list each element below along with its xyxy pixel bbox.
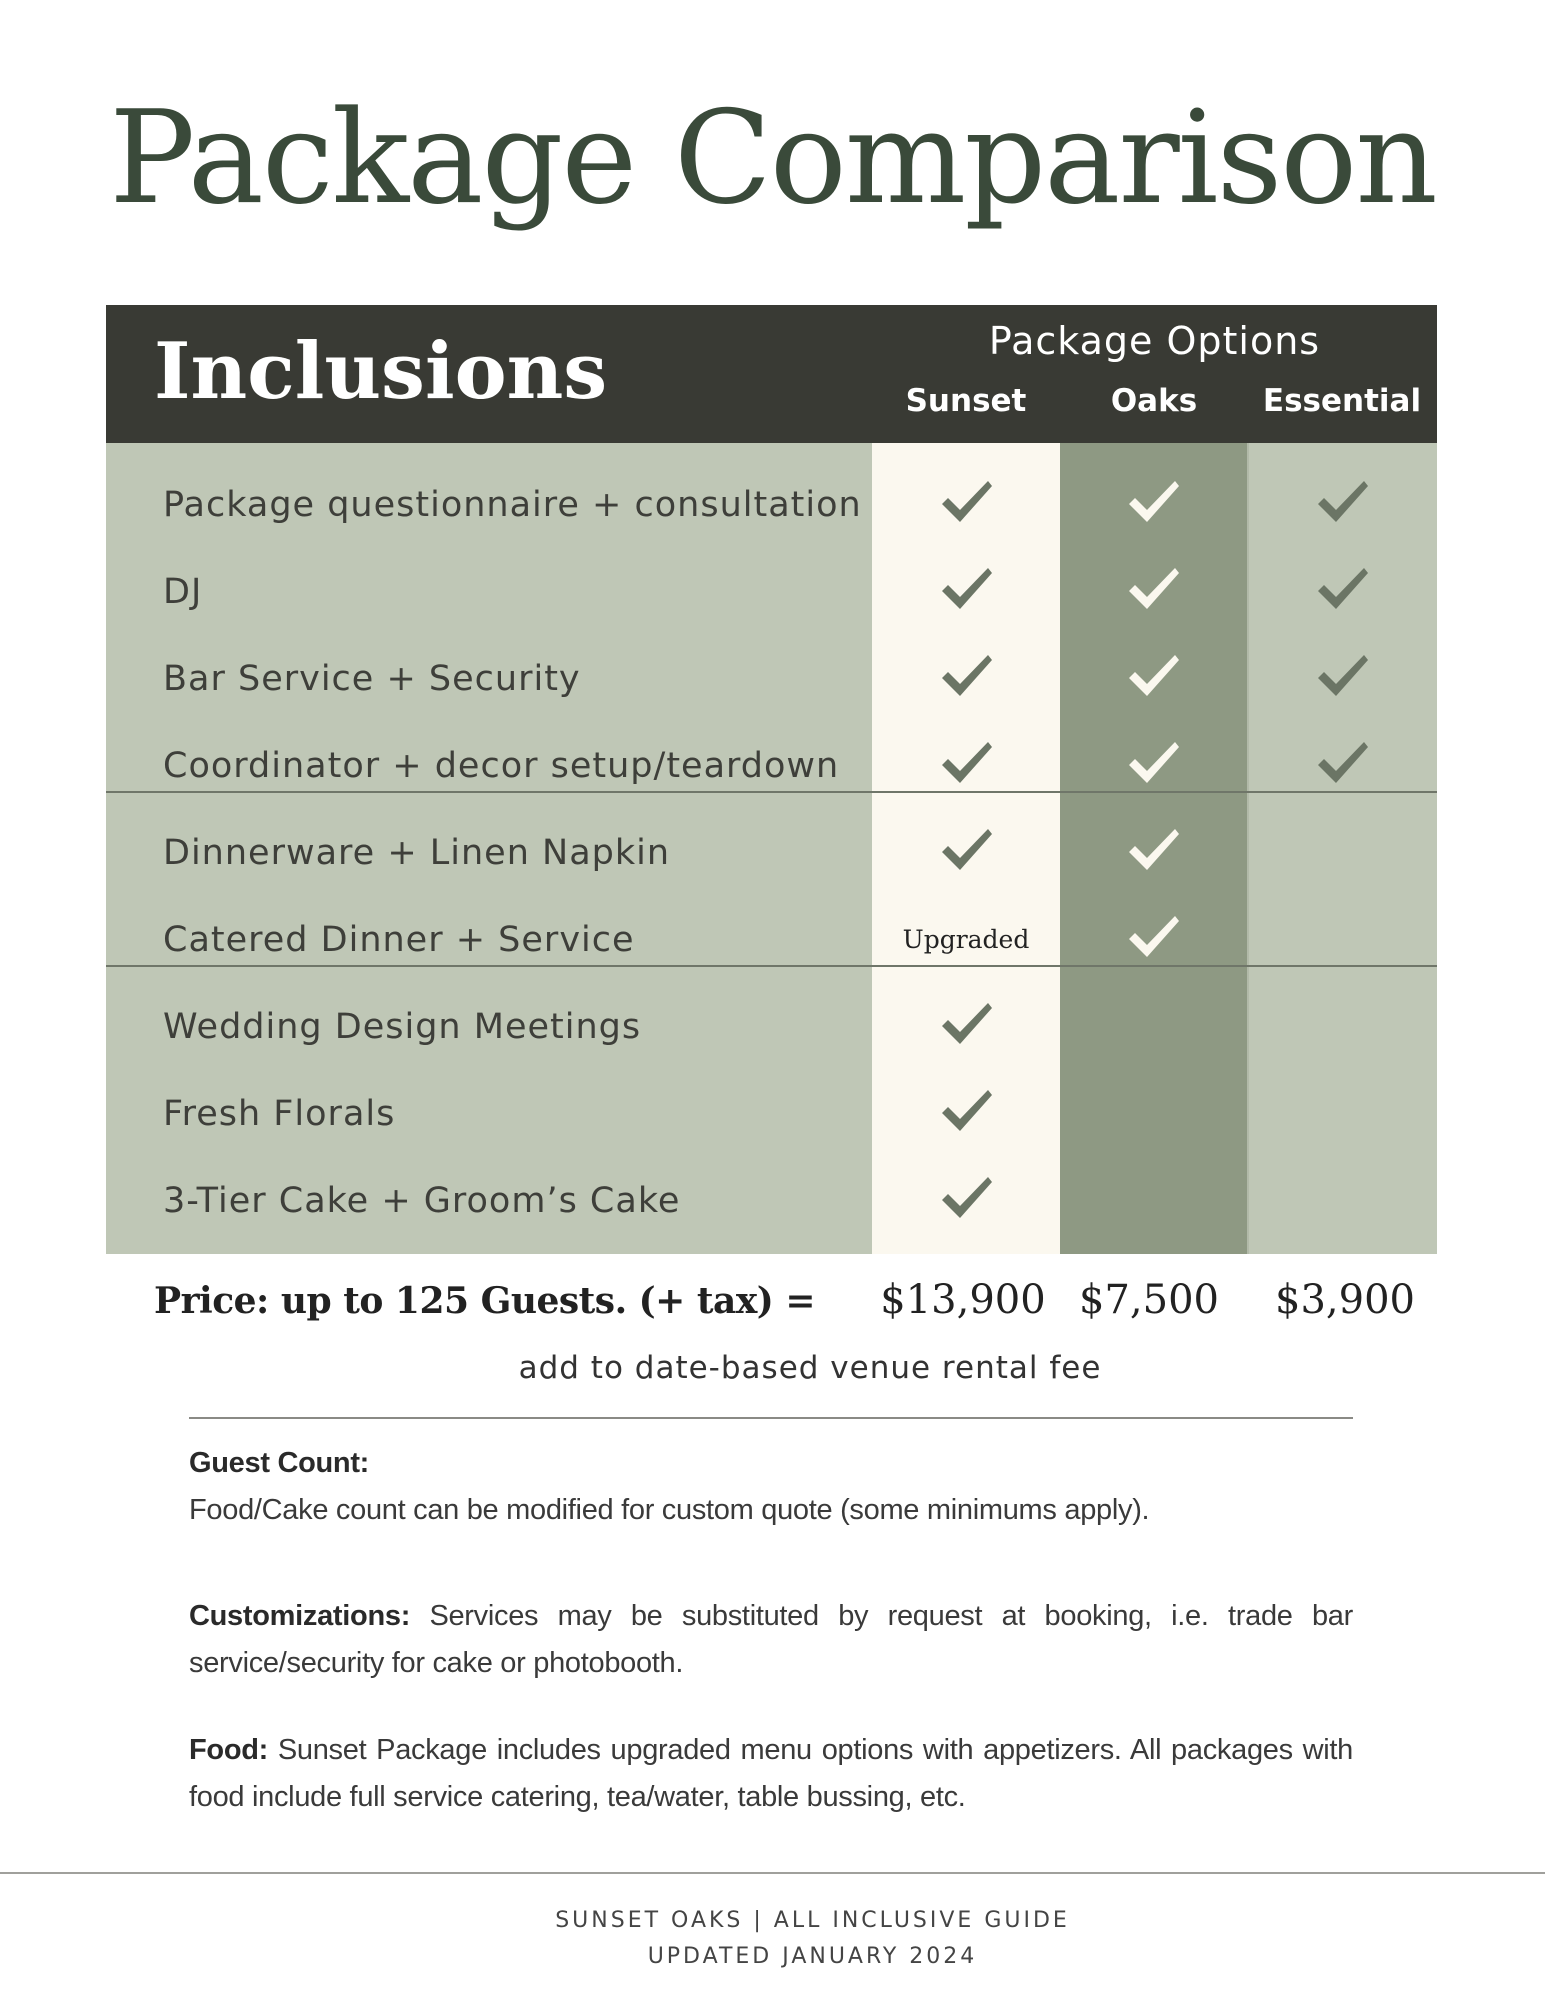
check-icon [1314, 478, 1370, 524]
section-divider [106, 965, 1437, 967]
customizations-text: Services may be substituted by request at booking, i.e. trade bar service/security for cake or photobooth. [189, 1600, 1353, 1679]
price-oaks: $7,500 [1079, 1277, 1219, 1323]
comparison-table [106, 305, 1437, 1254]
food-note [189, 1727, 1353, 1821]
check-icon [938, 1087, 994, 1133]
price-sunset: $13,900 [880, 1277, 1046, 1323]
column-oaks: Oaks [1110, 383, 1198, 419]
guest-count-text: Food/Cake count can be modified for custom quote (some minimums apply). [189, 1494, 1150, 1526]
customizations-note [189, 1593, 1353, 1687]
guest-count-title: Guest Count: [189, 1447, 370, 1479]
column-separator [1247, 443, 1249, 1254]
rental-fee-note: add to date-based venue rental fee [518, 1350, 1102, 1386]
food-text: Sunset Package includes upgraded menu options with appetizers. All packages with food include full service catering, tea/water, table bussing, etc. [189, 1734, 1353, 1813]
table-header [106, 305, 1437, 443]
inclusions-heading: Inclusions [154, 326, 608, 417]
footer-line-1: SUNSET OAKS | ALL INCLUSIVE GUIDE [555, 1908, 1070, 1933]
divider [189, 1417, 1353, 1419]
check-icon [938, 478, 994, 524]
check-icon [1125, 739, 1181, 785]
package-options-heading: Package Options [988, 319, 1321, 363]
page-title: Package Comparison [109, 84, 1436, 233]
row-label: Wedding Design Meetings [163, 1007, 642, 1047]
column-sunset: Sunset [905, 383, 1027, 419]
row-label: 3-Tier Cake + Groom’s Cake [163, 1181, 681, 1221]
column-essential: Essential [1262, 383, 1422, 419]
section-divider [106, 791, 1437, 793]
row-label: Package questionnaire + consultation [163, 485, 862, 525]
check-icon [1125, 565, 1181, 611]
upgraded-label: Upgraded [902, 925, 1030, 954]
check-icon [938, 739, 994, 785]
check-icon [1314, 652, 1370, 698]
price-label: Price: up to 125 Guests. (+ tax) = [154, 1280, 816, 1322]
check-icon [938, 1174, 994, 1220]
row-label: Bar Service + Security [163, 659, 581, 699]
check-icon [1314, 739, 1370, 785]
check-icon [1125, 913, 1181, 959]
row-label: DJ [163, 572, 203, 612]
row-label: Catered Dinner + Service [163, 920, 635, 960]
footer-divider [0, 1872, 1545, 1874]
price-essential: $3,900 [1275, 1277, 1415, 1323]
check-icon [1125, 826, 1181, 872]
check-icon [1125, 478, 1181, 524]
check-icon [938, 826, 994, 872]
guest-count-note [189, 1440, 1353, 1534]
check-icon [1314, 565, 1370, 611]
row-label: Coordinator + decor setup/teardown [163, 746, 840, 786]
row-label: Dinnerware + Linen Napkin [163, 833, 671, 873]
check-icon [938, 652, 994, 698]
food-title: Food: [189, 1734, 269, 1766]
check-icon [938, 565, 994, 611]
check-icon [1125, 652, 1181, 698]
footer-line-2: UPDATED JANUARY 2024 [647, 1944, 978, 1969]
customizations-title: Customizations: [189, 1600, 411, 1632]
check-icon [938, 1000, 994, 1046]
table-body [106, 443, 1437, 1254]
row-label: Fresh Florals [163, 1094, 396, 1134]
